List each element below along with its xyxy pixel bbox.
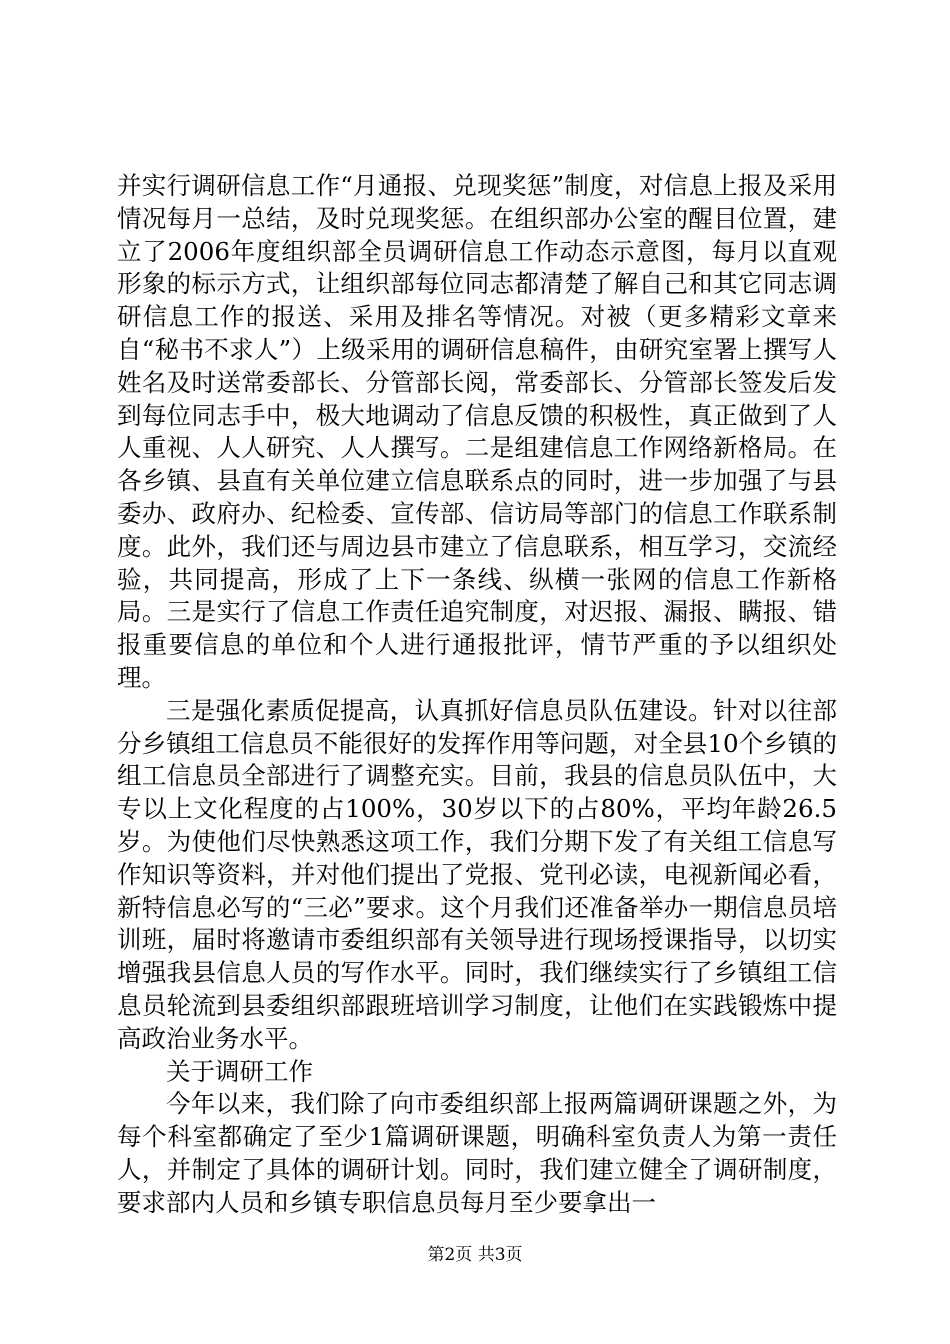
section-heading-research-work: 关于调研工作: [166, 1056, 313, 1086]
document-body: [117, 170, 837, 1220]
paragraph-research-plan: 今年以来，我们除了向市委组织部上报两篇调研课题之外，为每个科室都确定了至少1篇调研课题，明确科室负责人为第一责任人，并制定了具体的调研计划。同时，我们建立健全了调研制度，要求部内人员和乡镇专职信息员每月至少要拿出一: [117, 1089, 837, 1217]
paragraph-staff-building: 三是强化素质促提高，认真抓好信息员队伍建设。针对以往部分乡镇组工信息员不能很好的发挥作用等问题，对全县10个乡镇的组工信息员全部进行了调整充实。目前，我县的信息员队伍中，大专以上文化程度的占100%，30岁以下的占80%，平均年龄26.5岁。为使他们尽快熟悉这项工作，我们分期下发了有关组工信息写作知识等资料，并对他们提出了党报、党刊必读，电视新闻必看，新特信息必写的“三必”要求。这个月我们还准备举办一期信息员培训班，届时将邀请市委组织部有关领导进行现场授课指导，以切实增强我县信息人员的写作水平。同时，我们继续实行了乡镇组工信息员轮流到县委组织部跟班培训学习制度，让他们在实践锻炼中提高政治业务水平。: [117, 695, 837, 1053]
paragraph-reporting-system: 并实行调研信息工作“月通报、兑现奖惩”制度，对信息上报及采用情况每月一总结，及时兑现奖惩。在组织部办公室的醒目位置，建立了2006年度组织部全员调研信息工作动态示意图，每月以直观形象的标示方式，让组织部每位同志都清楚了解自己和其它同志调研信息工作的报送、采用及排名等情况。对被（更多精彩文章来自“秘书不求人”）上级采用的调研信息稿件，由研究室署上撰写人姓名及时送常委部长、分管部长阅，常委部长、分管部长签发后发到每位同志手中，极大地调动了信息反馈的积极性，真正做到了人人重视、人人研究、人人撰写。二是组建信息工作网络新格局。在各乡镇、县直有关单位建立信息联系点的同时，进一步加强了与县委办、政府办、纪检委、宣传部、信访局等部门的信息工作联系制度。此外，我们还与周边县市建立了信息联系，相互学习，交流经验，共同提高，形成了上下一条线、纵横一张网的信息工作新格局。三是实行了信息工作责任追究制度，对迟报、漏报、瞒报、错报重要信息的单位和个人进行通报批评，情节严重的予以组织处理。: [117, 171, 837, 692]
page-number-footer: 第2页 共3页: [427, 1245, 523, 1265]
